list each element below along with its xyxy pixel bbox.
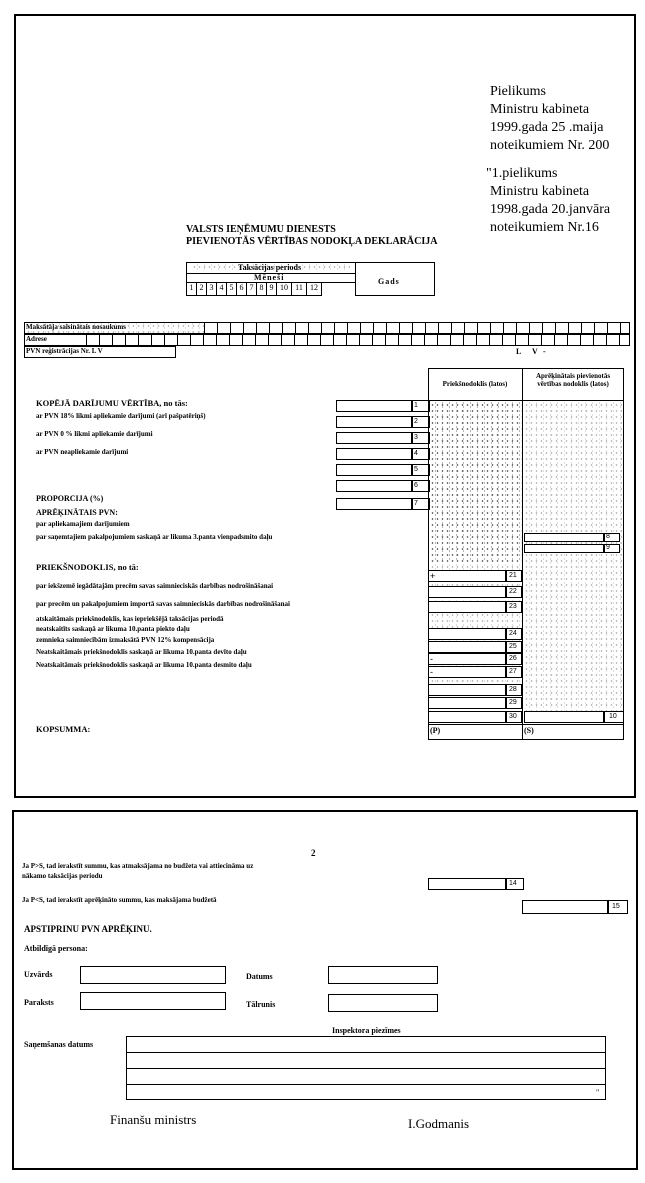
value-box-2[interactable] [336, 416, 412, 428]
input-row-import: par precēm un pakalpojumiem importā savas saimnieciskās darbības nodrošināšanai [36, 600, 290, 608]
char-cell[interactable] [399, 322, 413, 334]
char-cell[interactable] [177, 334, 191, 346]
refund-text-1: Ja P>S, tad ierakstīt summu, kas atmaksājama no budžeta vai attiecināma uz [22, 862, 254, 870]
inspector-notes-label: Inspektora piezīmes [332, 1026, 401, 1035]
annex-line-4: noteikumiem Nr. 200 [490, 138, 610, 153]
char-cell[interactable] [502, 334, 516, 346]
annex-line-5: "1.pielikums [486, 166, 558, 181]
char-cell[interactable] [230, 322, 244, 334]
refund-amount-box[interactable] [428, 878, 506, 890]
char-cell[interactable] [217, 322, 231, 334]
char-cell[interactable] [151, 334, 165, 346]
char-cell[interactable] [437, 334, 451, 346]
row-number: 30 [509, 713, 517, 720]
signature-label: Paraksts [24, 998, 54, 1007]
lv-prefix-l: L [516, 347, 522, 356]
total-s-label: (S) [524, 726, 534, 735]
char-cell[interactable] [477, 322, 491, 334]
agency-name: VALSTS IEŅĒMUMU DIENESTS [186, 224, 336, 235]
month-cell[interactable]: 6 [236, 282, 247, 296]
closing-quote: " [596, 1088, 600, 1097]
char-cell[interactable] [554, 334, 568, 346]
year-label: Gads [378, 277, 400, 286]
phone-label: Tālrunis [246, 1000, 276, 1009]
char-cell[interactable] [125, 334, 139, 346]
char-cell[interactable] [386, 322, 400, 334]
char-cell[interactable] [489, 334, 503, 346]
row-number: 9 [606, 544, 610, 551]
char-cell[interactable] [190, 334, 204, 346]
signature-input[interactable] [80, 992, 226, 1010]
total-p-cell[interactable] [428, 724, 524, 740]
annex-line-3: 1999.gada 25 .maija [490, 120, 604, 135]
char-cell[interactable] [346, 334, 360, 346]
value-box-1[interactable] [336, 400, 412, 412]
date-label: Datums [246, 972, 273, 981]
output-tax-column-header: Aprēķinātais pievienotās vērtības nodoklis (latos) [535, 372, 611, 388]
month-cells [187, 282, 322, 296]
char-cell[interactable] [411, 334, 425, 346]
tax-period-label: Taksācijas periods [238, 263, 302, 272]
month-cell[interactable]: 9 [266, 282, 277, 296]
char-cell[interactable] [398, 334, 412, 346]
char-cell[interactable] [463, 334, 477, 346]
month-cell[interactable]: 3 [206, 282, 217, 296]
char-cell[interactable] [567, 334, 581, 346]
month-cell[interactable]: 2 [196, 282, 207, 296]
row-number: 1 [414, 402, 418, 409]
char-cell[interactable] [542, 322, 556, 334]
month-cell[interactable]: 7 [246, 282, 257, 296]
date-input[interactable] [328, 966, 438, 984]
row-exempt: ar PVN neapliekamie darījumi [36, 448, 129, 456]
char-cell[interactable] [490, 322, 504, 334]
value-box-5[interactable] [336, 464, 412, 476]
row-number: 6 [414, 482, 418, 489]
calculated-vat-heading: APRĒĶINĀTAIS PVN: [36, 508, 118, 517]
month-cell[interactable]: 5 [226, 282, 237, 296]
calc-row-taxable: par apliekamajiem darījumiem [36, 520, 130, 528]
annex-line-1: Pielikums [490, 84, 547, 99]
char-cell[interactable] [528, 334, 542, 346]
row-number: 23 [509, 603, 517, 610]
minus-sign: - [430, 654, 433, 664]
char-cell[interactable] [412, 322, 426, 334]
char-cell[interactable] [424, 334, 438, 346]
char-cell[interactable] [334, 322, 348, 334]
char-cell[interactable] [99, 334, 113, 346]
char-cell[interactable] [606, 334, 620, 346]
month-cell[interactable]: 4 [216, 282, 227, 296]
section-total-heading: KOPĒJĀ DARĪJUMU VĒRTĪBA, no tās: [36, 398, 188, 408]
annex-line-6: Ministru kabineta [490, 184, 590, 199]
char-cell[interactable] [451, 322, 465, 334]
payable-amount-box[interactable] [522, 900, 608, 914]
char-cell[interactable] [255, 334, 269, 346]
char-cell[interactable] [333, 334, 347, 346]
input-row-previous-1: atskaitāmais priekšnodoklis, kas iepriekšējā taksācijas periodā [36, 615, 224, 623]
refund-text-2: nākamo taksācijas periodu [22, 872, 103, 880]
lv-prefix-v: V [532, 347, 538, 356]
month-cell[interactable]: 8 [256, 282, 267, 296]
char-cell[interactable] [320, 334, 334, 346]
proportion-label: PROPORCIJA (%) [36, 494, 104, 503]
total-p-label: (P) [430, 726, 441, 735]
page-number: 2 [311, 848, 316, 858]
char-cell[interactable] [242, 334, 256, 346]
vat-reg-label: PVN reģistrācijas Nr. L V [26, 347, 103, 355]
char-cell[interactable] [360, 322, 374, 334]
annex-line-8: noteikumiem Nr.16 [490, 220, 599, 235]
char-cell[interactable] [204, 322, 218, 334]
minister-name: I.Godmanis [408, 1116, 470, 1131]
row-number: 22 [509, 588, 517, 595]
month-cell[interactable]: 11 [291, 282, 307, 296]
calc-row-services: par saņemtajiem pakalpojumiem saskaņā ar likuma 3.panta vienpadsmito daļu [36, 533, 273, 541]
declaration-title: PIEVIENOTĀS VĒRTĪBAS NODOKĻA DEKLARĀCIJA [186, 236, 438, 247]
declaration-page-2 [12, 810, 638, 1170]
value-box-7[interactable] [336, 498, 412, 510]
char-cell[interactable] [164, 334, 178, 346]
phone-input[interactable] [328, 994, 438, 1012]
row-number: 24 [509, 630, 517, 637]
month-cell[interactable]: 10 [276, 282, 292, 296]
row-number: 27 [509, 668, 517, 675]
char-cell[interactable] [281, 334, 295, 346]
confirm-heading: APSTIPRINU PVN APRĒĶINU. [24, 924, 152, 934]
char-cell[interactable] [256, 322, 270, 334]
char-cell[interactable] [112, 334, 126, 346]
responsible-label: Atbildīgā persona: [24, 944, 88, 953]
char-cell[interactable] [307, 334, 321, 346]
row-number: 7 [414, 500, 418, 507]
char-cell[interactable] [138, 334, 152, 346]
char-cell[interactable] [593, 334, 607, 346]
value-box-6[interactable] [336, 480, 412, 492]
char-cell[interactable] [594, 322, 608, 334]
minus-sign: - [430, 667, 433, 677]
lv-prefix-dash: - [543, 347, 546, 356]
char-cell[interactable] [425, 322, 439, 334]
received-date-label: Saņemšanas datums [24, 1040, 94, 1049]
char-cell[interactable] [86, 334, 100, 346]
value-box-4[interactable] [336, 448, 412, 460]
char-cell[interactable] [347, 322, 361, 334]
char-cell[interactable] [359, 334, 373, 346]
char-cell[interactable] [580, 334, 594, 346]
row-number: 29 [509, 699, 517, 706]
row-number: 8 [606, 533, 610, 540]
total-s-cell[interactable] [522, 724, 624, 740]
input-row-domestic: par iekšzemē iegādātajām precēm savas saimnieciskās darbības nodrošināšanai [36, 582, 274, 590]
month-cell[interactable]: 12 [306, 282, 322, 296]
char-cell[interactable] [269, 322, 283, 334]
input-row-ninth: Neatskaitāmais priekšnodoklis saskaņā ar likuma 10.panta devīto daļu [36, 648, 247, 656]
char-cell[interactable] [450, 334, 464, 346]
value-box-3[interactable] [336, 432, 412, 444]
row-number: 26 [509, 655, 517, 662]
char-cell[interactable] [295, 322, 309, 334]
row-0pct: ar PVN 0 % likmi apliekamie darījumi [36, 430, 153, 438]
char-cell[interactable] [268, 334, 282, 346]
plus-sign: + [430, 571, 436, 581]
char-cell[interactable] [438, 322, 452, 334]
char-cell[interactable] [243, 322, 257, 334]
char-cell[interactable] [476, 334, 490, 346]
declaration-page-1 [14, 14, 636, 798]
char-cell[interactable] [308, 322, 322, 334]
minister-title: Finanšu ministrs [110, 1112, 197, 1127]
char-cell[interactable] [529, 322, 543, 334]
payable-text: Ja P<S, tad ierakstīt aprēķināto summu, kas maksājama budžetā [22, 896, 217, 904]
months-label: Mēneši [254, 273, 285, 282]
row-number: 3 [414, 434, 418, 441]
row-18pct: ar PVN 18% likmi apliekamie darījumi (arī pašpatēriņš) [36, 412, 206, 420]
row-number: 28 [509, 686, 517, 693]
char-cell[interactable] [464, 322, 478, 334]
surname-input[interactable] [80, 966, 226, 984]
char-cell[interactable] [203, 334, 217, 346]
row-number: 10 [609, 713, 617, 720]
input-row-compensation: zemnieka saimniecībām izmaksātā PVN 12% kompensācija [36, 636, 215, 644]
input-tax-heading: PRIEKŠNODOKLIS, no tā: [36, 562, 139, 572]
char-cell[interactable] [282, 322, 296, 334]
char-cell[interactable] [568, 322, 582, 334]
row-number: 15 [612, 903, 620, 910]
char-cell[interactable] [503, 322, 517, 334]
char-cell[interactable] [373, 322, 387, 334]
total-label: KOPSUMMA: [36, 724, 91, 734]
row-number: 25 [509, 643, 517, 650]
char-cell[interactable] [555, 322, 569, 334]
annex-line-2: Ministru kabineta [490, 102, 590, 117]
input-row-previous-2: neatskaitīts saskaņā ar likuma 10.panta piekto daļu [36, 625, 190, 633]
char-cell[interactable] [541, 334, 555, 346]
row-number: 14 [509, 880, 517, 887]
char-cell[interactable] [321, 322, 335, 334]
address-label: Adrese [26, 335, 47, 343]
char-cell[interactable] [372, 334, 386, 346]
input-row-tenth: Neatskaitāmais priekšnodoklis saskaņā ar likuma 10.panta desmito daļu [36, 661, 252, 669]
annex-line-7: 1998.gada 20.janvāra [490, 202, 611, 217]
char-cell[interactable] [516, 322, 530, 334]
taxpayer-name-label: Maksātāja saīsinātais nosaukums [26, 323, 126, 331]
char-cell[interactable] [294, 334, 308, 346]
char-cell[interactable] [385, 334, 399, 346]
row-number: 4 [414, 450, 418, 457]
month-cell[interactable]: 1 [186, 282, 197, 296]
char-cell[interactable] [581, 322, 595, 334]
row-number: 5 [414, 466, 418, 473]
row-number: 2 [414, 418, 418, 425]
char-cell[interactable] [229, 334, 243, 346]
surname-label: Uzvārds [24, 970, 53, 979]
char-cell[interactable] [515, 334, 529, 346]
input-tax-column-header: Priekšnodoklis (latos) [442, 380, 508, 388]
char-cell[interactable] [216, 334, 230, 346]
row-number: 21 [509, 572, 517, 579]
char-cell[interactable] [607, 322, 621, 334]
